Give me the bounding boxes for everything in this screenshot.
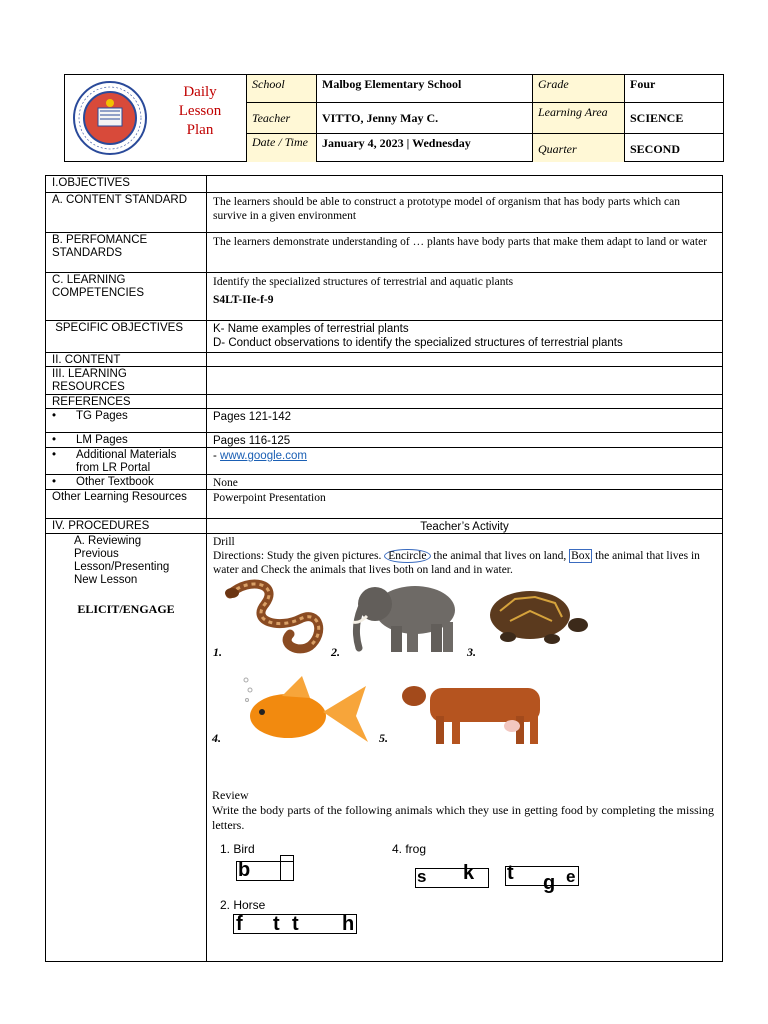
grade-value: Four [624,74,724,102]
title-line: Plan [186,122,214,138]
content-standard-row [46,192,722,232]
other-resources-row [46,489,722,518]
additional-materials-label-text: Additional Materials from LR Portal [76,449,177,474]
title-line: Lesson [178,103,222,119]
review-item-bird: 1. Bird [220,842,255,856]
given-letter: s [417,867,427,886]
reviewing-label-cell [46,534,206,962]
objective-d: D- Conduct observations to identify the specialized structures of terrestrial plants [213,337,623,349]
drill-directions [213,549,716,577]
given-letter: b [238,859,251,881]
review-instructions: Write the body parts of the following animals which they use in getting food by completing the missing letters. [212,803,714,832]
date-label: Date / Time [246,133,316,162]
learning-area-value: SCIENCE [624,102,724,133]
letter-box [280,855,294,881]
picture-number: 2. [331,645,340,659]
objective-k: K- Name examples of terrestrial plants [213,323,409,335]
elicit-engage-label: ELICIT/ENGAGE [77,602,175,616]
box-word: Box [571,550,591,562]
lm-pages-row [46,432,722,447]
performance-standard-label: B. PERFOMANCE STANDARDS [52,234,148,259]
date-value: January 4, 2023 | Wednesday [316,133,532,162]
competency-code: S4LT-IIe-f-9 [213,294,274,306]
given-letter: k [463,862,475,884]
reviewing-label: A. Reviewing Previous Lesson/Presenting New Lesson [74,535,170,586]
competencies-label: C. LEARNING COMPETENCIES [52,274,145,299]
link-prefix: - [213,450,221,462]
references-heading: REFERENCES [52,396,131,408]
lm-pages-label-text: LM Pages [76,434,128,446]
empty-cell [206,395,722,408]
review-title: Review [212,788,249,802]
elephant-picture [345,578,460,656]
directions-text: the animal that lives in water and Check the animals that lives both on land and in water. [213,550,700,576]
additional-materials-cell [206,448,722,474]
competencies-text: Identify the specialized structures of terrestrial and aquatic plants [213,276,514,288]
school-value: Malbog Elementary School [316,74,532,102]
content-standard-label: A. CONTENT STANDARD [52,194,188,206]
google-link[interactable]: www.google.com [220,450,307,462]
review-item-horse: 2. Horse [220,898,266,912]
daily-lesson-plan-title [155,75,245,161]
content-standard-text: The learners should be able to construct a prototype model of organism that has body parts which can survive in a given environment [206,193,722,232]
directions-text: the animal that lives on land, [430,550,567,562]
given-letter: t [292,913,299,935]
encircle-word: Encircle [384,549,430,563]
additional-materials-row [46,447,722,474]
specific-objectives-cell [206,321,722,352]
learning-area-label: Learning Area [532,102,624,133]
goldfish-picture [238,672,370,748]
competencies-cell [206,273,722,320]
snake-picture [220,574,330,656]
learning-resources-heading: III. LEARNING RESOURCES [52,368,127,393]
quarter-value: SECOND [624,133,724,162]
cow-picture [400,676,548,746]
tg-pages-row [46,408,722,432]
empty-cell [206,176,722,192]
learning-resources-row [46,366,722,394]
references-row [46,394,722,408]
lm-pages-label: • LM Pages [52,434,128,446]
review-item-frog: 4. frog [392,842,427,856]
given-letter: e [566,867,576,886]
procedures-heading: IV. PROCEDURES [52,520,150,532]
title-line: Daily [183,84,217,100]
picture-number: 5. [379,731,388,745]
tg-pages-label: • TG Pages [52,410,128,422]
turtle-picture [480,581,590,651]
school-label: School [246,74,316,102]
other-textbook-value: None [206,475,722,489]
given-letter: g [543,872,556,894]
competencies-row [46,272,722,320]
empty-cell [206,367,722,394]
picture-number: 4. [212,731,221,745]
teacher-activity-heading: Teacher’s Activity [206,519,722,533]
quarter-label: Quarter [532,133,624,162]
given-letter: t [273,913,280,935]
content-heading: II. CONTENT [52,354,121,366]
lm-pages-value: Pages 116-125 [206,433,722,447]
lesson-header [64,74,724,162]
objectives-row [46,175,722,192]
other-resources-value: Powerpoint Presentation [206,490,722,518]
deped-seal-logo [65,75,155,161]
directions-text: Directions: Study the given pictures. [213,550,382,562]
tg-pages-label-text: TG Pages [76,410,128,422]
picture-number: 3. [467,645,476,659]
given-letter: t [507,862,514,884]
given-letter: f [236,913,243,935]
specific-objectives-label: SPECIFIC OBJECTIVES [52,322,183,334]
performance-standard-row [46,232,722,272]
given-letter: h [342,913,355,935]
teacher-value: VITTO, Jenny May C. [316,102,532,133]
lesson-table [45,175,723,962]
other-textbook-row [46,474,722,489]
other-resources-label: Other Learning Resources [52,491,187,503]
content-row [46,352,722,366]
tg-pages-value: Pages 121-142 [206,409,722,432]
other-textbook-label-text: Other Textbook [76,476,154,488]
teacher-label: Teacher [246,102,316,133]
objectives-heading: I.OBJECTIVES [52,177,130,189]
performance-standard-text: The learners demonstrate understanding of … plants have body parts that make them adapt to land or water [206,233,722,272]
drill-title: Drill [213,536,235,548]
additional-materials-label: • Additional Materials from LR Portal [46,448,206,474]
other-textbook-label: • Other Textbook [52,476,154,488]
picture-number: 1. [213,645,222,659]
empty-cell [206,353,722,366]
grade-label: Grade [532,74,624,102]
specific-objectives-row [46,320,722,352]
procedures-row [46,518,722,533]
